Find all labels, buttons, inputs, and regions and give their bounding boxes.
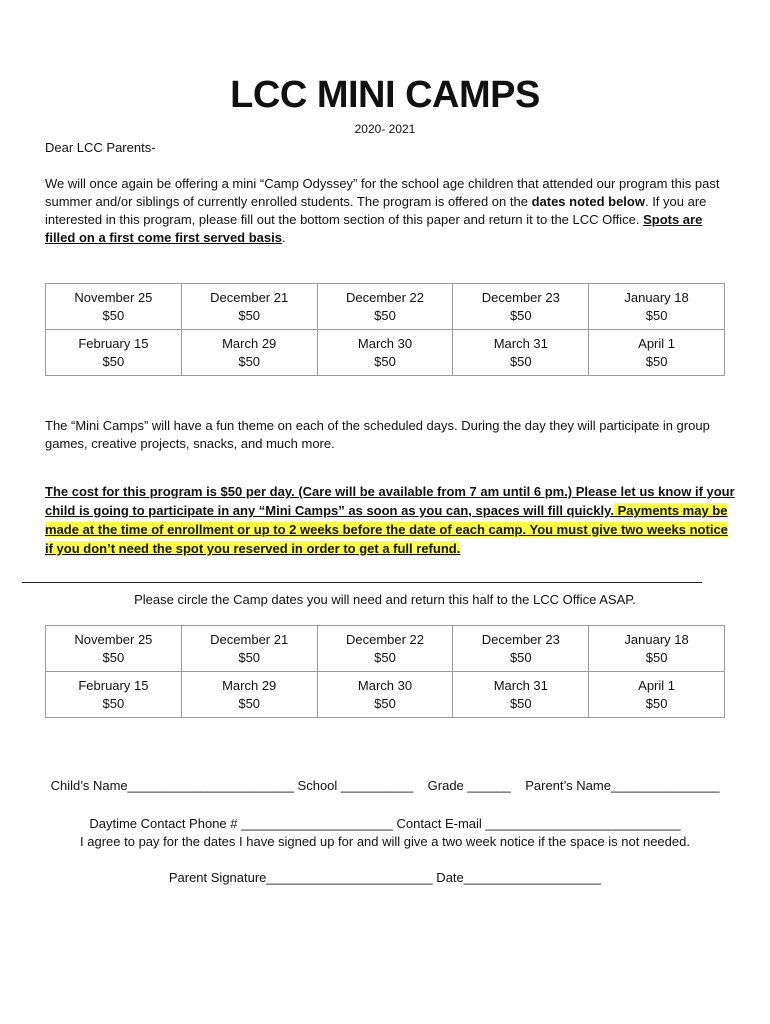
return-instructions: Please circle the Camp dates you will need and return this half to the LCC Office ASAP. [134, 592, 636, 607]
date-cell [453, 284, 589, 330]
table-row [46, 284, 725, 330]
date-label: January 18 [624, 289, 689, 305]
price-label: $50 [102, 695, 125, 711]
date-label: December 22 [345, 631, 425, 647]
price-label: $50 [645, 307, 668, 323]
date-cell[interactable] [181, 672, 317, 718]
date-label: February 15 [78, 335, 149, 351]
date-label: December 21 [210, 289, 289, 305]
date-cell[interactable] [453, 626, 589, 672]
date-label: March 30 [357, 677, 413, 693]
school-year: 2020- 2021 [354, 122, 416, 136]
camp-dates-table [45, 283, 725, 376]
table-row [46, 626, 725, 672]
date-cell [589, 284, 725, 330]
date-cell[interactable] [317, 672, 453, 718]
table-row [46, 330, 725, 376]
camp-dates-selection-table [45, 625, 725, 718]
price-label: $50 [374, 307, 396, 323]
date-cell [589, 330, 725, 376]
date-label: February 15 [78, 677, 149, 693]
page-title: LCC MINI CAMPS [230, 74, 540, 116]
date-cell [181, 330, 317, 376]
date-cell[interactable] [453, 672, 589, 718]
price-label: $50 [238, 649, 261, 665]
signature-line[interactable]: Parent Signature_______________________ Date___________________ [168, 870, 602, 885]
date-cell [46, 330, 182, 376]
date-cell[interactable] [317, 626, 453, 672]
price-label: $50 [645, 695, 668, 711]
date-cell [181, 284, 317, 330]
price-label: $50 [238, 307, 261, 323]
price-label: $50 [645, 353, 668, 369]
price-label: $50 [102, 307, 125, 323]
intro-text-2: . If you are interested in this program, please fill out the bottom section of this paper and return it to the LCC Office. [45, 194, 707, 227]
price-label: $50 [509, 307, 532, 323]
date-label: March 31 [493, 335, 548, 351]
price-label: $50 [374, 353, 396, 369]
cut-line-divider [22, 582, 702, 583]
date-label: December 21 [210, 631, 289, 647]
date-label: December 23 [481, 631, 560, 647]
date-label: March 30 [357, 335, 413, 351]
date-cell[interactable] [46, 672, 182, 718]
payment-agreement: I agree to pay for the dates I have signed up for and will give a two week notice if the space is not needed. [80, 834, 690, 849]
table-row [46, 672, 725, 718]
cost-notice-highlight: Payments may be made at the time of enrollment or up to 2 weeks before the date of each camp. You must give two weeks notice if you don’t need the spot you reserved in order to get a full refund. [45, 503, 728, 556]
intro-text-3: . [281, 230, 286, 245]
price-label: $50 [374, 695, 396, 711]
date-label: December 23 [481, 289, 560, 305]
child-info-line[interactable]: Child’s Name_______________________ School __________ Grade ______ Parent’s Name_______________ [50, 778, 720, 793]
date-label: November 25 [74, 289, 153, 305]
cost-notice [45, 482, 735, 558]
contact-info-line[interactable]: Daytime Contact Phone # _____________________ Contact E-mail ___________________________ [89, 816, 681, 831]
date-label: March 29 [222, 335, 277, 351]
price-label: $50 [102, 353, 125, 369]
date-label: December 22 [345, 289, 425, 305]
date-cell [317, 284, 453, 330]
date-label: November 25 [74, 631, 153, 647]
price-label: $50 [645, 649, 668, 665]
price-label: $50 [238, 353, 261, 369]
price-label: $50 [102, 649, 125, 665]
intro-bold-text: dates noted below [531, 194, 645, 209]
greeting: Dear LCC Parents- [45, 140, 156, 155]
date-label: April 1 [638, 677, 676, 693]
price-label: $50 [238, 695, 261, 711]
date-cell[interactable] [589, 672, 725, 718]
price-label: $50 [509, 695, 532, 711]
price-label: $50 [509, 649, 532, 665]
date-cell [46, 284, 182, 330]
intro-paragraph [45, 175, 725, 247]
cost-notice-text: The cost for this program is $50 per day. (Care will be available from 7 am until 6 pm.) Please let us know if your child is going to participate in any “Mini Camps” as soon as you can, spaces will fill quickly. [45, 484, 735, 518]
date-cell[interactable] [181, 626, 317, 672]
description-paragraph: The “Mini Camps” will have a fun theme on each of the scheduled days. During the day they will participate in group games, creative projects, snacks, and much more. [45, 418, 710, 451]
date-cell [453, 330, 589, 376]
date-label: March 29 [222, 677, 277, 693]
date-label: April 1 [638, 335, 676, 351]
date-label: January 18 [624, 631, 689, 647]
date-cell[interactable] [46, 626, 182, 672]
date-cell[interactable] [589, 626, 725, 672]
date-cell [317, 330, 453, 376]
intro-text-1: We will once again be offering a mini “Camp Odyssey” for the school age children that attended our program this past summer and/or siblings of currently enrolled students. The program is offered on the [45, 176, 720, 209]
price-label: $50 [374, 649, 396, 665]
price-label: $50 [509, 353, 532, 369]
date-label: March 31 [493, 677, 548, 693]
intro-underlined-text: Spots are filled on a first come first served basis [45, 212, 703, 245]
